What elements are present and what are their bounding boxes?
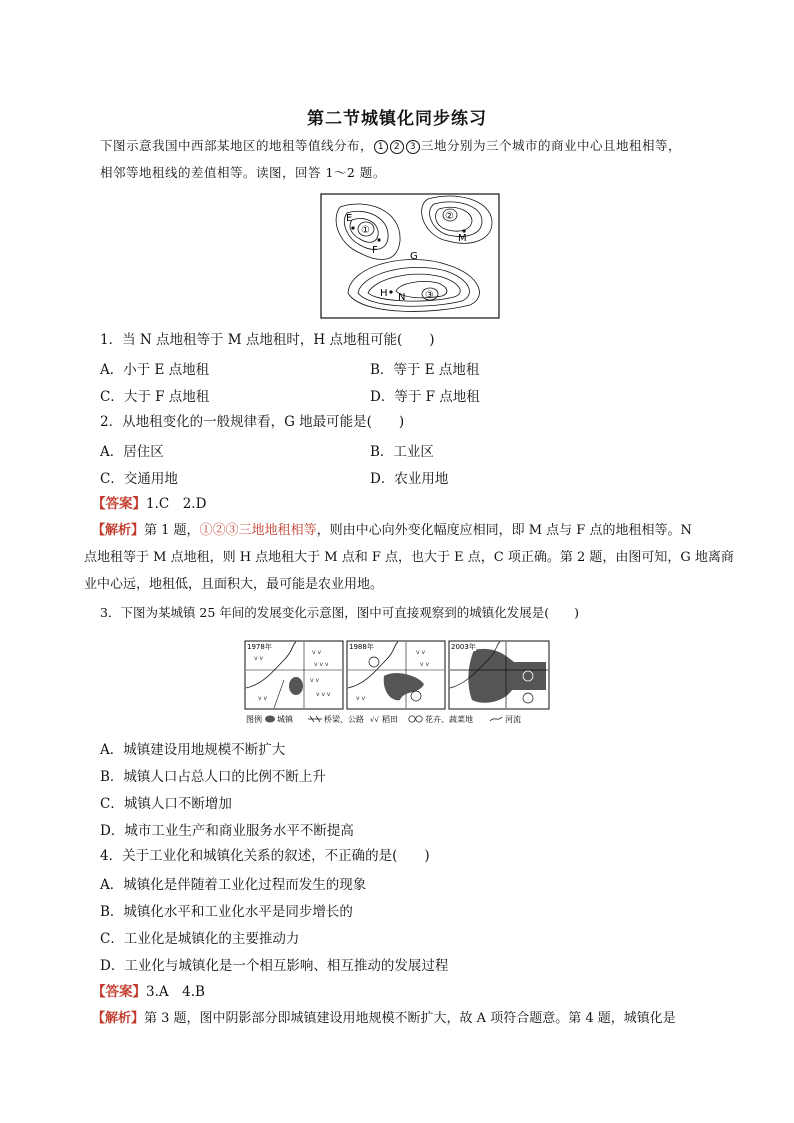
question-3-stem: 3．下图为某城镇 25 年间的发展变化示意图，图中可直接观察到的城镇化发展是( ) [100,605,580,620]
svg-text:v v: v v [312,649,322,656]
svg-text:v v: v v [356,695,366,702]
label-N: N [398,292,406,303]
question-2-stem: 2．从地租变化的一般规律看，G 地最可能是( ) [100,414,405,430]
q2-option-b: B．工业区 [370,444,434,460]
circled-2: 2 [390,140,404,154]
panel-1988 [347,641,445,709]
q2-option-d: D．农业用地 [370,471,449,487]
center-2: ② [445,211,454,222]
answer-3-4 [92,981,732,1003]
explanation-3-4-line-1: 【解析】第 3 题，图中阴影部分即城镇建设用地规模不断扩大，故 A 项符合题意。第 4 题，城镇化是 [92,1011,676,1026]
q2-option-a: A．居住区 [100,444,164,460]
label-E: E [346,213,353,224]
q1-option-d: D．等于 F 点地租 [370,389,480,405]
svg-text:v v: v v [416,649,426,656]
intro-text-b: 三地分别为三个城市的商业中心且地租相等， [421,138,682,153]
label-G: G [410,251,418,262]
year-label-1978: 1978年 [247,643,272,651]
q2-option-c: C．交通用地 [100,471,178,487]
q4-option-d: D．工业化与城镇化是一个相互影响、相互推动的发展过程 [100,958,449,974]
intro-text-a: 下图示意我国中西部某地区的地租等值线分布， [100,138,374,153]
highlighted-text: ①②③三地地租相等 [199,523,317,538]
label-H: H [380,288,388,299]
question-4-stem: 4．关于工业化和城镇化关系的叙述，不正确的是( ) [100,848,430,864]
year-label-1988: 1988年 [349,643,374,651]
q3-option-c: C．城镇人口不断增加 [100,796,232,812]
panel-2003 [449,641,549,709]
q1-option-a: A．小于 E 点地租 [100,362,210,378]
answer-tag: 【答案】 [92,496,146,512]
legend-bridge-road: 桥梁、公路 [324,715,364,724]
map-legend [246,714,521,724]
year-label-2003: 2003年 [451,643,476,651]
answer-tag-2: 【答案】 [92,984,146,1000]
circled-1: 1 [374,140,388,154]
explanation-tag-2: 【解析】 [92,1011,145,1026]
legend-town: 城镇 [277,715,293,724]
svg-text:√√: √√ [370,716,379,724]
center-3: ③ [425,290,434,301]
q4-option-b: B．城镇化水平和工业化水平是同步增长的 [100,904,353,920]
q1-option-c: C．大于 F 点地租 [100,389,210,405]
legend-title: 图例 [246,715,262,724]
panel-1978 [245,641,343,709]
q4-option-c: C．工业化是城镇化的主要推动力 [100,931,300,947]
label-M: M [458,233,467,244]
legend-paddy: 稻田 [382,715,398,724]
explanation-1-2-line-3: 业中心远，地租低，且面积大，最可能是农业用地。 [84,577,384,592]
q3-option-b: B．城镇人口占总人口的比例不断上升 [100,769,326,785]
svg-text:v v: v v [420,661,430,668]
rent-contour-map [320,193,500,319]
svg-text:v v: v v [258,695,268,702]
q1-option-b: B．等于 E 点地租 [370,362,480,378]
town-development-map [244,640,552,728]
legend-flowers-vegetables: 花卉、蔬菜地 [425,715,473,724]
answer-text-2: 3.A 4.B [146,984,205,1000]
svg-text:v v v: v v v [316,691,331,698]
circled-3: 3 [406,140,420,154]
label-F: F [372,245,378,256]
svg-text:v v: v v [310,677,320,684]
svg-text:v v: v v [254,655,264,662]
q4-option-a: A．城镇化是伴随着工业化过程而发生的现象 [100,877,367,893]
explanation-tag: 【解析】 [92,523,145,538]
intro-line-1 [100,135,740,157]
legend-river: 河流 [505,715,521,724]
q3-option-a: A．城镇建设用地规模不断扩大 [100,742,286,758]
explanation-1-2-line-2: 点地租等于 M 点地租，则 H 点地租大于 M 点和 F 点，也大于 E 点，C 项正确。第 2 题，由图可知，G 地离商 [84,550,734,565]
q3-option-d: D．城市工业生产和商业服务水平不断提高 [100,823,354,839]
answer-text: 1.C 2.D [146,496,207,512]
page-title: 第二节城镇化同步练习 [307,109,487,129]
center-1: ① [361,225,370,236]
answer-1-2 [92,493,732,515]
explanation-1-2-line-1: 【解析】第 1 题，①②③三地地租相等，则由中心向外变化幅度应相同，即 M 点与 F 点的地租相等。N [92,523,692,538]
intro-line-2: 相邻等地租线的差值相等。读图，回答 1～2 题。 [100,165,386,180]
svg-text:v v v: v v v [314,661,329,668]
question-1-stem: 1．当 N 点地租等于 M 点地租时，H 点地租可能( ) [100,332,435,348]
